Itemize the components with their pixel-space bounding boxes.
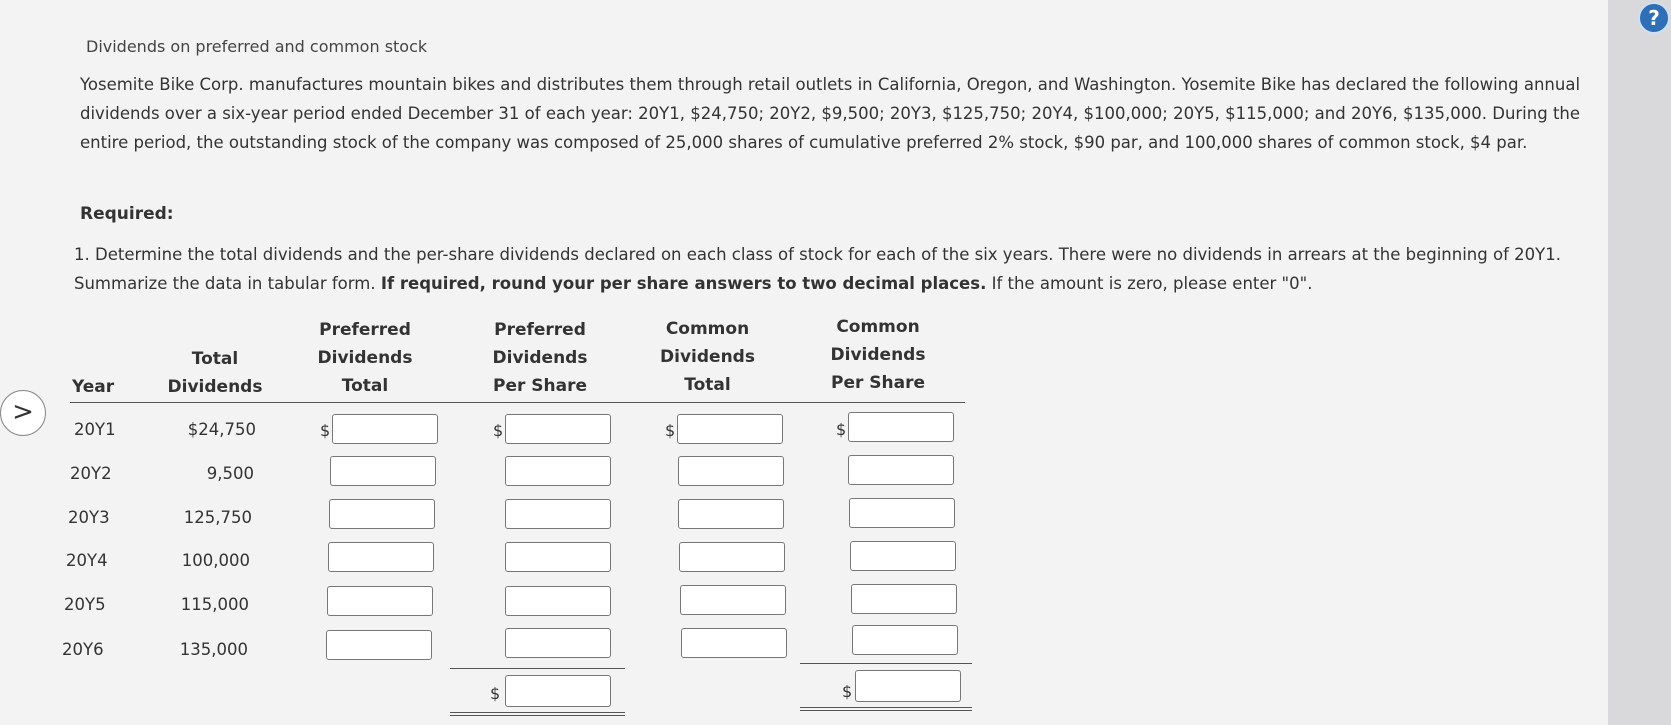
currency-symbol: $ (836, 420, 847, 439)
question-mark-icon[interactable]: ? (1638, 2, 1670, 34)
preferred-per-share-input-20Y3[interactable] (505, 499, 611, 529)
question-1-bold: If required, round your per share answers to two decimal places. (380, 274, 987, 293)
header-divider (70, 402, 965, 403)
preferred-total-input-20Y5[interactable] (327, 586, 433, 616)
currency-symbol: $ (320, 421, 331, 440)
problem-title: Dividends on preferred and common stock (86, 37, 428, 56)
common-per-share-input-20Y2[interactable] (848, 455, 954, 485)
common-per-share-input-20Y5[interactable] (851, 584, 957, 614)
total-dividends-cell: $24,750 (187, 420, 256, 439)
header-common-total: Common Dividends Total (660, 319, 755, 395)
header-preferred-total: Preferred Dividends Total (317, 320, 413, 396)
common-total-input-20Y4[interactable] (679, 542, 785, 572)
preferred-total-input-20Y4[interactable] (328, 542, 434, 572)
common-per-share-subtotal-line (800, 663, 972, 664)
common-total-input-20Y2[interactable] (678, 456, 784, 486)
common-total-input-20Y5[interactable] (680, 585, 786, 615)
problem-paragraph: Yosemite Bike Corp. manufactures mountain bikes and distributes them through retail outlets in California, Oregon, and Washington. Yosemite Bike has declared the following annual dividends over a six-year period ended December 31 of each year: 20Y1, $24,750; 20Y2, $9,500; 20Y3, $125,750; 20Y4, $100,000; 20Y5, $115,000; and 20Y6, $135,000. During the entire period, the outstanding stock of the company was composed of 25,000 shares of cumulative preferred 2% stock, $90 par, and 100,000 shares of common stock, $4 par. (80, 75, 1581, 152)
preferred-total-input-20Y6[interactable] (326, 630, 432, 660)
preferred-per-share-double-underline (450, 712, 625, 716)
common-per-share-input-20Y3[interactable] (849, 498, 955, 528)
required-label: Required: (80, 204, 174, 224)
preferred-per-share-input-20Y2[interactable] (505, 456, 611, 486)
total-dividends-cell: 125,750 (183, 508, 252, 527)
preferred-total-input-20Y1[interactable] (332, 414, 438, 444)
year-cell: 20Y4 (66, 551, 108, 570)
preferred-per-share-subtotal-line (450, 668, 625, 669)
total-dividends-cell: 115,000 (180, 595, 249, 614)
common-total-input-20Y1[interactable] (677, 414, 783, 444)
header-year: Year (72, 377, 115, 397)
total-dividends-cell: 100,000 (181, 551, 250, 570)
common-total-input-20Y3[interactable] (678, 499, 784, 529)
common-per-share-input-20Y6[interactable] (852, 625, 958, 655)
currency-symbol: $ (490, 684, 501, 703)
currency-symbol: $ (493, 421, 504, 440)
total-dividends-cell: 135,000 (179, 640, 248, 659)
currency-symbol: $ (665, 421, 676, 440)
header-total-dividends: Total Dividends (167, 349, 263, 397)
page-edge (1608, 0, 1671, 725)
preferred-per-share-input-20Y4[interactable] (505, 542, 611, 572)
year-cell: 20Y5 (64, 595, 106, 614)
preferred-total-input-20Y3[interactable] (329, 499, 435, 529)
currency-symbol: $ (842, 682, 853, 701)
year-cell: 20Y1 (74, 420, 116, 439)
preferred-per-share-total-input[interactable] (505, 675, 611, 707)
common-total-input-20Y6[interactable] (681, 628, 787, 658)
total-dividends-cell: 9,500 (206, 464, 254, 483)
year-cell: 20Y3 (68, 508, 110, 527)
preferred-per-share-input-20Y5[interactable] (505, 586, 611, 616)
chevron-right-icon[interactable]: > (0, 390, 46, 436)
common-per-share-input-20Y1[interactable] (848, 412, 954, 442)
year-cell: 20Y2 (70, 464, 112, 483)
year-cell: 20Y6 (62, 640, 104, 659)
common-per-share-input-20Y4[interactable] (850, 541, 956, 571)
question-1-text: 1. Determine the total dividends and the per-share dividends declared on each class of stock for each of the six years. There were no dividends in arrears at the beginning of 20Y1. Summarize the data in tabular form. (74, 245, 1561, 293)
header-common-per-share: Common Dividends Per Share (830, 317, 926, 393)
question-1 (74, 240, 1634, 298)
common-per-share-double-underline (800, 707, 972, 711)
preferred-total-input-20Y2[interactable] (330, 456, 436, 486)
question-1-tail: If the amount is zero, please enter "0". (986, 274, 1313, 293)
common-per-share-total-input[interactable] (855, 670, 961, 702)
header-preferred-per-share: Preferred Dividends Per Share (492, 320, 588, 396)
preferred-per-share-input-20Y1[interactable] (505, 414, 611, 444)
preferred-per-share-input-20Y6[interactable] (505, 628, 611, 658)
